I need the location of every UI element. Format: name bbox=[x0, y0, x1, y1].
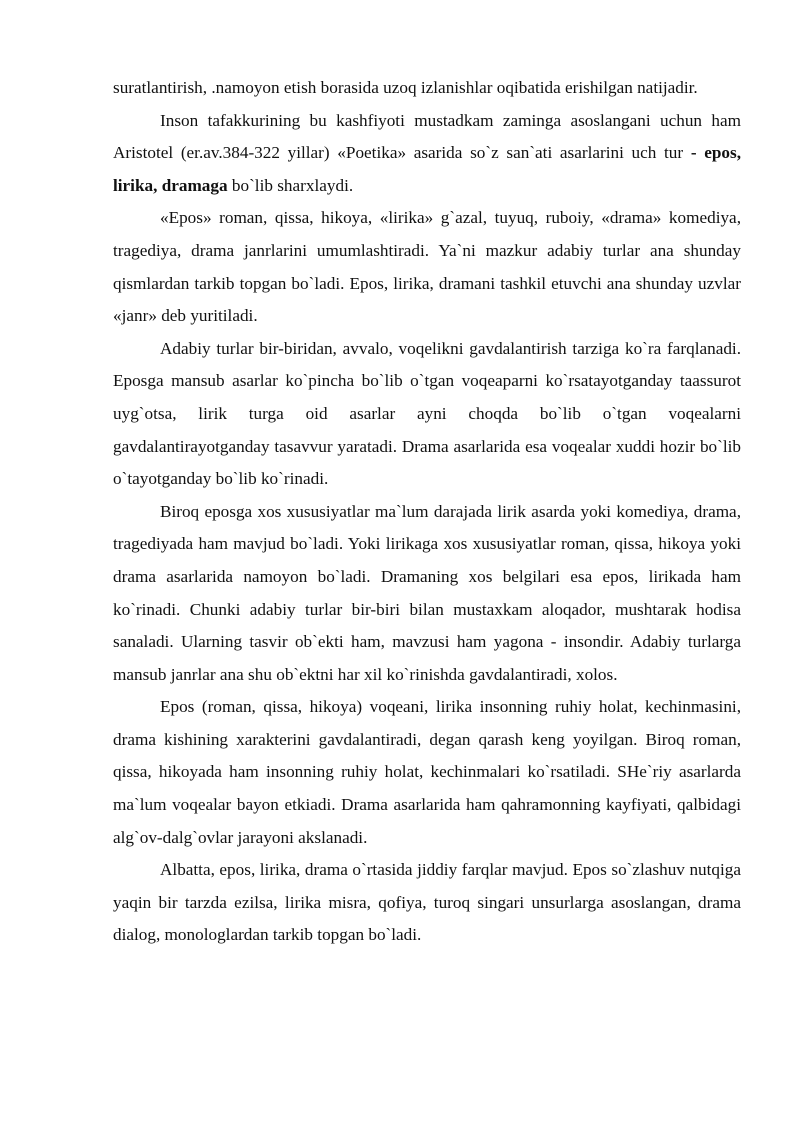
paragraph-3: «Epos» roman, qissa, hikoya, «lirika» g`azal, tuyuq, ruboiy, «drama» komediya, tragediya, drama janrlarini umumlashtiradi. Ya`ni mazkur adabiy turlar ana shunday qismlardan tarkib topgan bo`ladi. Epos, lirika, dramani tashkil etuvchi ana shunday uzvlar «janr» deb yuritiladi. bbox=[113, 208, 741, 326]
paragraph-2-bold-text: - epos, lirika, dramaga bbox=[113, 143, 741, 195]
paragraph-7: Albatta, epos, lirika, drama o`rtasida jiddiy farqlar mavjud. Epos so`zlashuv nutqiga yaqin bir tarzda ezilsa, lirika misra, qofiya, turoq singari unsurlarga asoslangan, drama dialog, monologlardan tarkib topgan bo`ladi. bbox=[113, 860, 741, 945]
paragraph-6: Epos (roman, qissa, hikoya) voqeani, lirika insonning ruhiy holat, kechinmasini, drama kishining xarakterini gavdalantiradi, degan qarash keng yoyilgan. Biroq roman, qissa, hikoyada ham insonning ruhiy holat, kechinmalari ko`rsatiladi. SHe`riy asarlarda ma`lum voqealar bayon etkiadi. Drama asarlarida ham qahramonning kayfiyati, qalbidagi alg`ov-dalg`ovlar jarayoni akslanadi. bbox=[113, 697, 741, 847]
paragraph-2 bbox=[113, 105, 741, 203]
paragraph-2-text-before: Inson tafakkurining bu kashfiyoti mustadkam zaminga asoslangani uchun ham Aristotel (er.av.384-322 yillar) «Poetika» asarida so`z san`ati asarlarini uch tur bbox=[113, 110, 741, 163]
paragraph-1: suratlantirish, .namoyon etish borasida uzoq izlanishlar oqibatida erishilgan natijadir. bbox=[113, 78, 698, 97]
paragraph-2-text-after: bo`lib sharxlaydi. bbox=[227, 175, 354, 195]
paragraph-4: Adabiy turlar bir-biridan, avvalo, voqelikni gavdalantirish tarziga ko`ra farqlanadi. Eposga mansub asarlar ko`pincha bo`lib o`tgan voqeaparni ko`rsatayotganday taassurot uyg`otsa, lirik turga oid asarlar ayni choqda bo`lib o`tgan voqealarni gavdalantirayotganday tasavvur yaratadi. Drama asarlarida esa voqealar xuddi hozir bo`lib o`tayotganday bo`lib ko`rinadi. bbox=[113, 338, 741, 489]
document-page bbox=[113, 72, 741, 952]
paragraph-5: Biroq eposga xos xususiyatlar ma`lum darajada lirik asarda yoki komediya, drama, tragediyada ham mavjud bo`ladi. Yoki lirikaga xos xususiyatlar roman, qissa, hikoya yoki drama asarlarida namoyon bo`ladi. Dramaning xos belgilari esa epos, lirikada ham ko`rinadi. Chunki adabiy turlar bir-biri bilan mustaxkam aloqador, mushtarak hodisa sanaladi. Ularning tasvir ob`ekti ham, mavzusi ham yagona - insondir. Adabiy turlarga mansub janrlar ana shu ob`ektni har xil ko`rinishda gavdalantiradi, xolos. bbox=[113, 501, 741, 684]
